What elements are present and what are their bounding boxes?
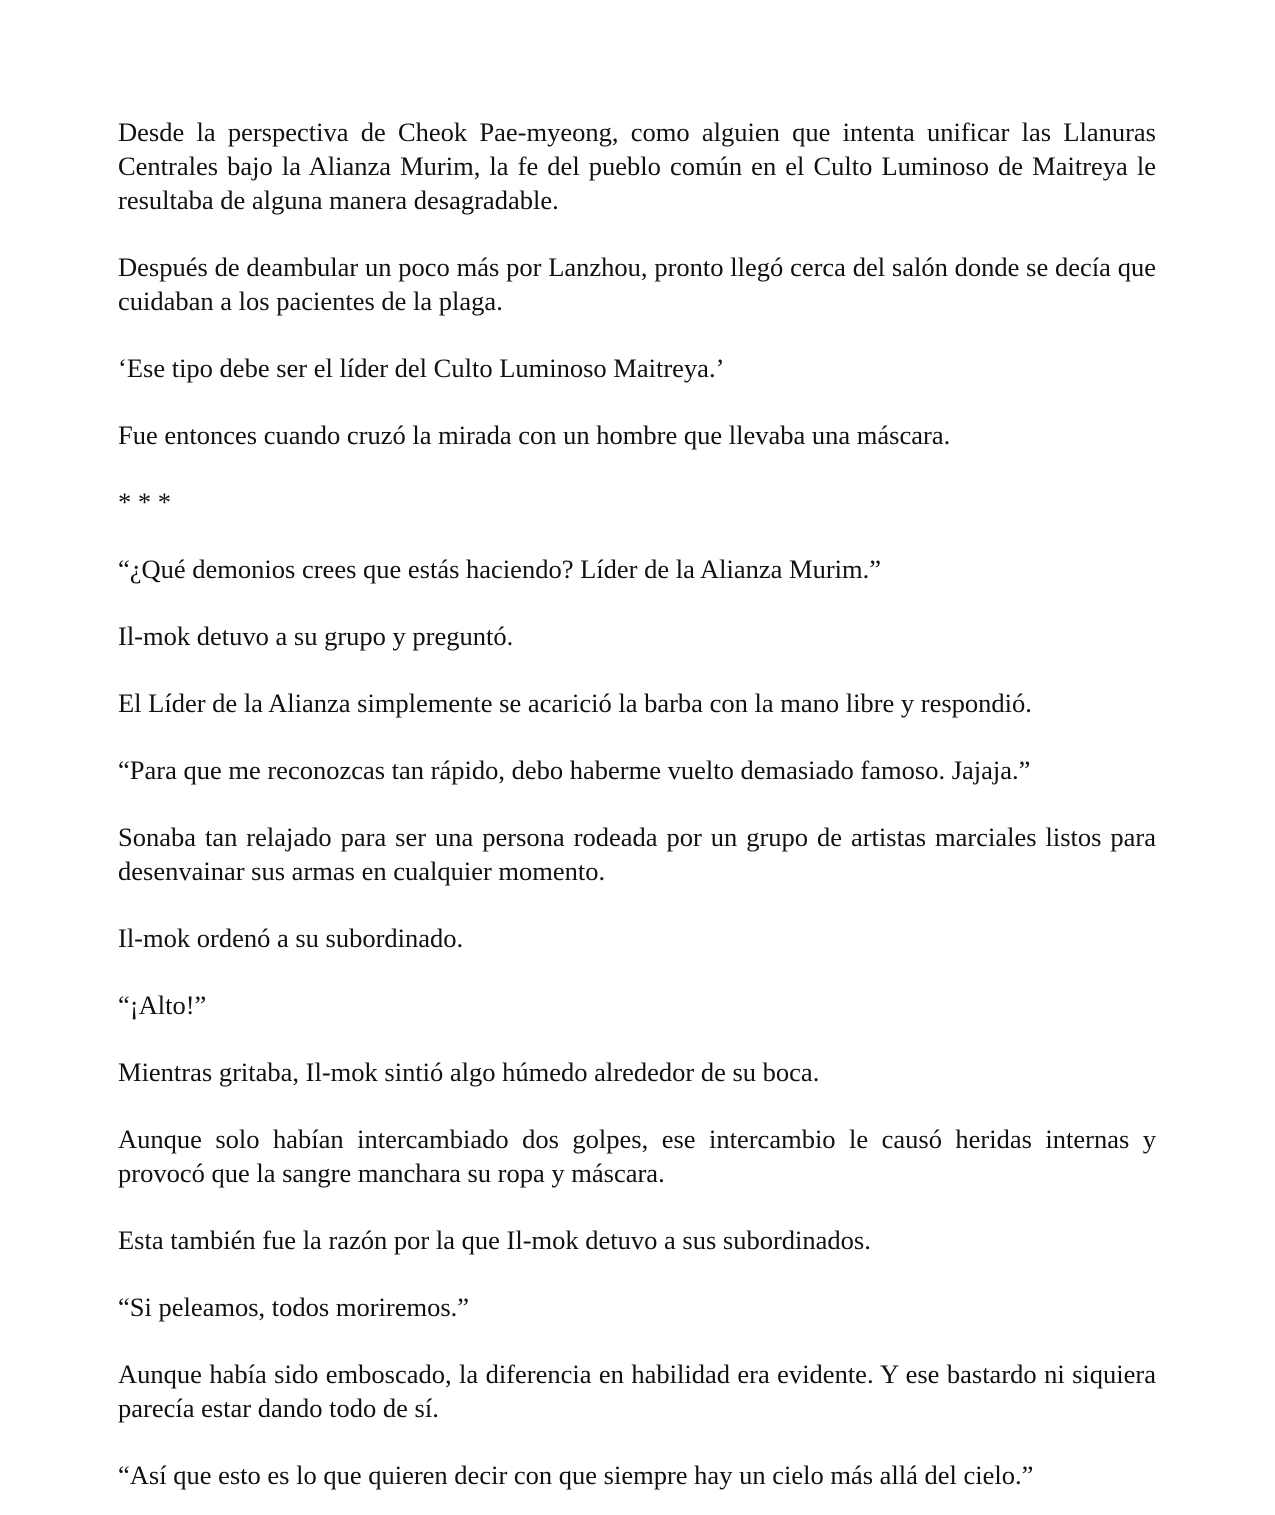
paragraph-18: “Así que esto es lo que quieren decir con que siempre hay un cielo más allá del cielo.” [118,1460,1034,1490]
paragraph-4: Fue entonces cuando cruzó la mirada con un hombre que llevaba una máscara. [118,420,951,450]
paragraph-3: ‘Ese tipo debe ser el líder del Culto Luminoso Maitreya.’ [118,353,725,383]
paragraph-10: Sonaba tan relajado para ser una persona rodeada por un grupo de artistas marciales listos para desenvainar sus armas en cualquier momento. [118,822,1156,886]
paragraph-14: Aunque solo habían intercambiado dos golpes, ese intercambio le causó heridas internas y provocó que la sangre manchara su ropa y máscara. [118,1124,1156,1188]
paragraph-1: Desde la perspectiva de Cheok Pae-myeong, como alguien que intenta unificar las Llanuras Centrales bajo la Alianza Murim, la fe del pueblo común en el Culto Luminoso de Maitreya le resultaba de alguna manera desagradable. [118,117,1156,215]
paragraph-13: Mientras gritaba, Il-mok sintió algo húmedo alrededor de su boca. [118,1057,820,1087]
paragraph-12: “¡Alto!” [118,990,207,1020]
paragraph-6: “¿Qué demonios crees que estás haciendo? Líder de la Alianza Murim.” [118,554,882,584]
paragraph-8: El Líder de la Alianza simplemente se acarició la barba con la mano libre y respondió. [118,688,1032,718]
document-page [118,115,1156,1492]
paragraph-15: Esta también fue la razón por la que Il-mok detuvo a sus subordinados. [118,1225,871,1255]
scene-break: * * * [118,487,171,517]
paragraph-2: Después de deambular un poco más por Lanzhou, pronto llegó cerca del salón donde se decía que cuidaban a los pacientes de la plaga. [118,252,1156,316]
paragraph-9: “Para que me reconozcas tan rápido, debo haberme vuelto demasiado famoso. Jajaja.” [118,755,1031,785]
paragraph-17: Aunque había sido emboscado, la diferencia en habilidad era evidente. Y ese bastardo ni siquiera parecía estar dando todo de sí. [118,1359,1156,1423]
paragraph-7: Il-mok detuvo a su grupo y preguntó. [118,621,514,651]
paragraph-16: “Si peleamos, todos moriremos.” [118,1292,470,1322]
paragraph-11: Il-mok ordenó a su subordinado. [118,923,464,953]
